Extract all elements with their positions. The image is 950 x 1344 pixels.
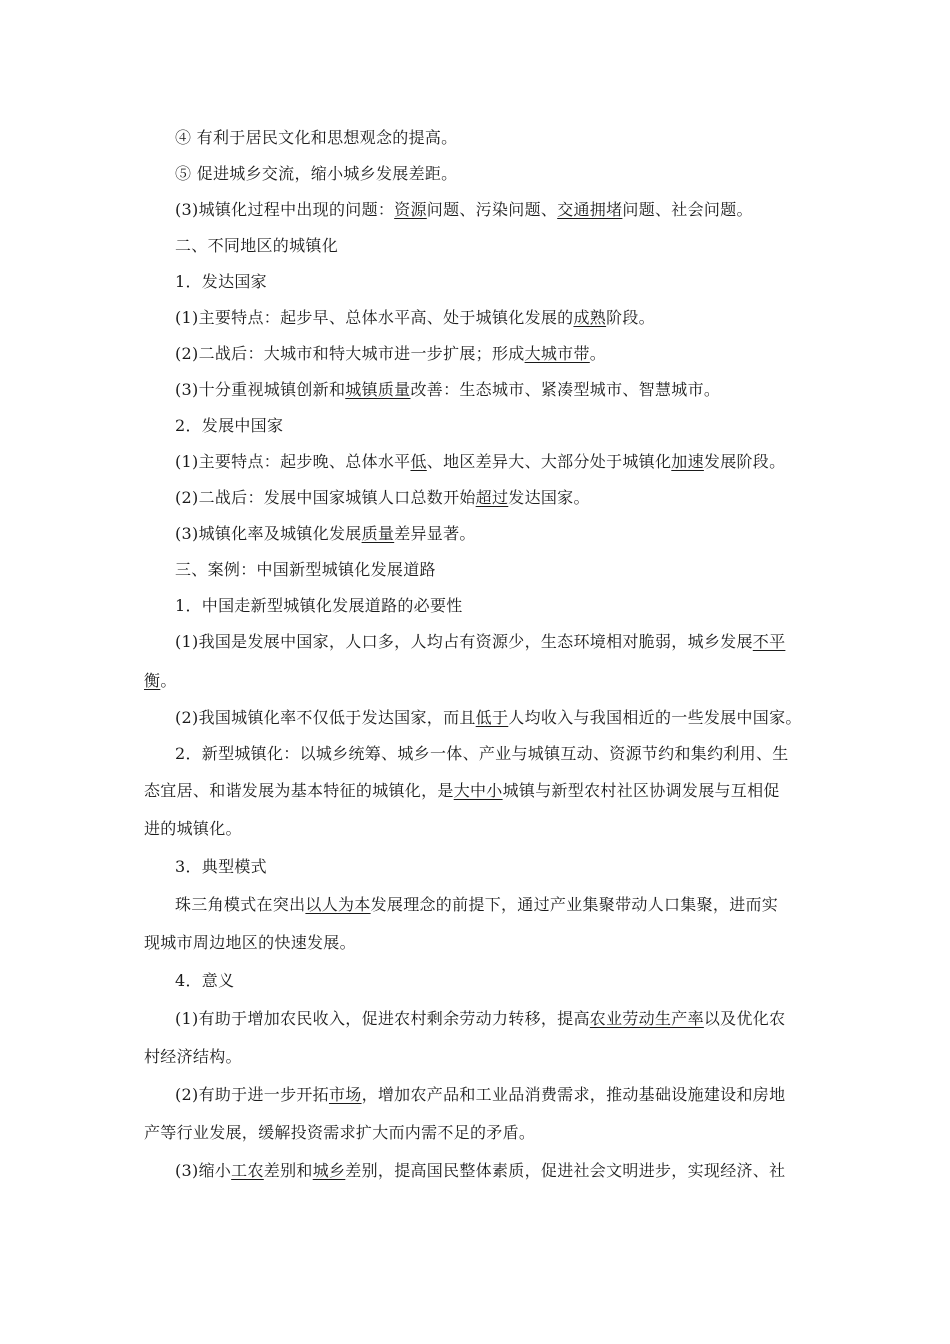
text-line (175, 164, 458, 184)
text-segment: 进的城镇化。 (144, 819, 242, 838)
text-segment: 产等行业发展，缓解投资需求扩大而内需不足的矛盾。 (144, 1123, 536, 1142)
text-line (175, 200, 753, 220)
text-line (175, 744, 789, 764)
text-line (175, 452, 785, 472)
text-line (175, 524, 476, 544)
text-segment: (1)主要特点：起步早、总体水平高、处于城镇化发展的 (175, 308, 574, 327)
text-segment: 以及优化农 (703, 1009, 786, 1028)
text-segment: 2．新型城镇化：以城乡统筹、城乡一体、产业与城镇互动、资源节约和集约利用、生 (175, 744, 789, 763)
underlined-answer: 大城市带 (524, 344, 590, 363)
text-line (144, 933, 356, 953)
text-line (175, 1085, 785, 1105)
text-segment: (2)我国城镇化率不仅低于发达国家，而且 (175, 708, 476, 727)
text-line (144, 1047, 242, 1067)
text-segment: 1．发达国家 (175, 272, 267, 291)
underlined-answer: 市场 (328, 1085, 362, 1104)
text-segment: (3)十分重视城镇创新和 (175, 380, 346, 399)
text-line (175, 560, 436, 580)
underlined-answer: 城乡 (312, 1161, 346, 1180)
text-segment: (3)缩小 (175, 1161, 232, 1180)
text-segment: (3)城镇化过程中出现的问题： (175, 200, 395, 219)
underlined-answer: 以人为本 (305, 895, 371, 914)
text-segment: 发展阶段。 (703, 452, 786, 471)
text-line (175, 308, 655, 328)
text-segment: 1．中国走新型城镇化发展道路的必要性 (175, 596, 463, 615)
text-segment: 城镇与新型农村社区协调发展与互相促 (502, 781, 780, 800)
text-line (144, 1123, 535, 1143)
text-line (175, 236, 338, 256)
text-segment: 发展理念的前提下，通过产业集聚带动人口集聚，进而实 (370, 895, 779, 914)
underlined-answer: 不平 (752, 632, 786, 651)
text-line (175, 1009, 785, 1029)
text-segment: 2．发展中国家 (175, 416, 284, 435)
text-segment: 差异显著。 (394, 524, 476, 543)
text-line (175, 596, 463, 616)
text-segment: 。 (160, 671, 177, 690)
text-line (175, 128, 458, 148)
text-segment: 三、案例：中国新型城镇化发展道路 (175, 560, 436, 579)
underlined-answer: 工农 (231, 1161, 264, 1180)
text-segment: (1)有助于增加农民收入，促进农村剩余劳动力转移，提高 (175, 1009, 590, 1028)
text-line (144, 671, 177, 691)
underlined-answer: 超过 (475, 488, 509, 507)
text-segment: 人均收入与我国相近的一些发展中国家。 (508, 708, 802, 727)
text-line (175, 895, 778, 915)
text-line (175, 380, 720, 400)
text-line (175, 1161, 785, 1181)
text-line (175, 344, 606, 364)
text-segment: ，增加农产品和工业品消费需求，推动基础设施建设和房地 (361, 1085, 786, 1104)
text-line (175, 488, 590, 508)
underlined-answer: 质量 (361, 524, 395, 543)
text-line (175, 971, 234, 991)
text-line (175, 272, 267, 292)
text-segment: 改善：生态城市、紧凑型城市、智慧城市。 (410, 380, 721, 399)
underlined-answer: 低 (410, 452, 427, 471)
text-segment: (2)有助于进一步开拓 (175, 1085, 329, 1104)
text-segment: 现城市周边地区的快速发展。 (144, 933, 356, 952)
text-segment: 二、不同地区的城镇化 (175, 236, 339, 255)
underlined-answer: 低于 (475, 708, 509, 727)
text-line (175, 632, 785, 652)
text-segment: 态宜居、和谐发展为基本特征的城镇化，是 (144, 781, 454, 800)
underlined-answer: 资源 (394, 200, 427, 219)
text-segment: (1)我国是发展中国家，人口多，人均占有资源少，生态环境相对脆弱，城乡发展 (175, 632, 753, 651)
text-segment: 阶段。 (606, 308, 655, 327)
text-segment: ④ 有利于居民文化和思想观念的提高。 (175, 128, 458, 147)
text-line (144, 819, 242, 839)
text-segment: 3．典型模式 (175, 857, 267, 876)
text-segment: 问题、社会问题。 (622, 200, 753, 219)
underlined-answer: 成熟 (573, 308, 607, 327)
text-segment: 珠三角模式在突出 (175, 895, 306, 914)
text-segment: 。 (589, 344, 607, 363)
text-line (144, 781, 780, 801)
underlined-answer: 衡 (144, 671, 161, 690)
text-line (175, 708, 802, 728)
underlined-answer: 大中小 (453, 781, 503, 800)
text-segment: (2)二战后：大城市和特大城市进一步扩展；形成 (175, 344, 525, 363)
underlined-answer: 城镇质量 (345, 380, 411, 399)
text-line (175, 416, 283, 436)
text-segment: (3)城镇化率及城镇化发展 (175, 524, 362, 543)
text-segment: 发达国家。 (508, 488, 590, 507)
text-segment: (2)二战后：发展中国家城镇人口总数开始 (175, 488, 476, 507)
text-segment: 4．意义 (175, 971, 235, 990)
text-segment: (1)主要特点：起步晚、总体水平 (175, 452, 411, 471)
text-segment: 问题、污染问题、 (426, 200, 558, 219)
text-line (175, 857, 267, 877)
text-segment: ⑤ 促进城乡交流，缩小城乡发展差距。 (175, 164, 458, 183)
text-segment: 村经济结构。 (144, 1047, 242, 1066)
text-segment: 、地区差异大、大部分处于城镇化 (426, 452, 672, 471)
text-segment: 差别和 (263, 1161, 313, 1180)
underlined-answer: 交通拥堵 (557, 200, 623, 219)
underlined-answer: 农业劳动生产率 (589, 1009, 704, 1028)
text-segment: 差别，提高国民整体素质，促进社会文明进步，实现经济、社 (345, 1161, 786, 1180)
underlined-answer: 加速 (671, 452, 704, 471)
